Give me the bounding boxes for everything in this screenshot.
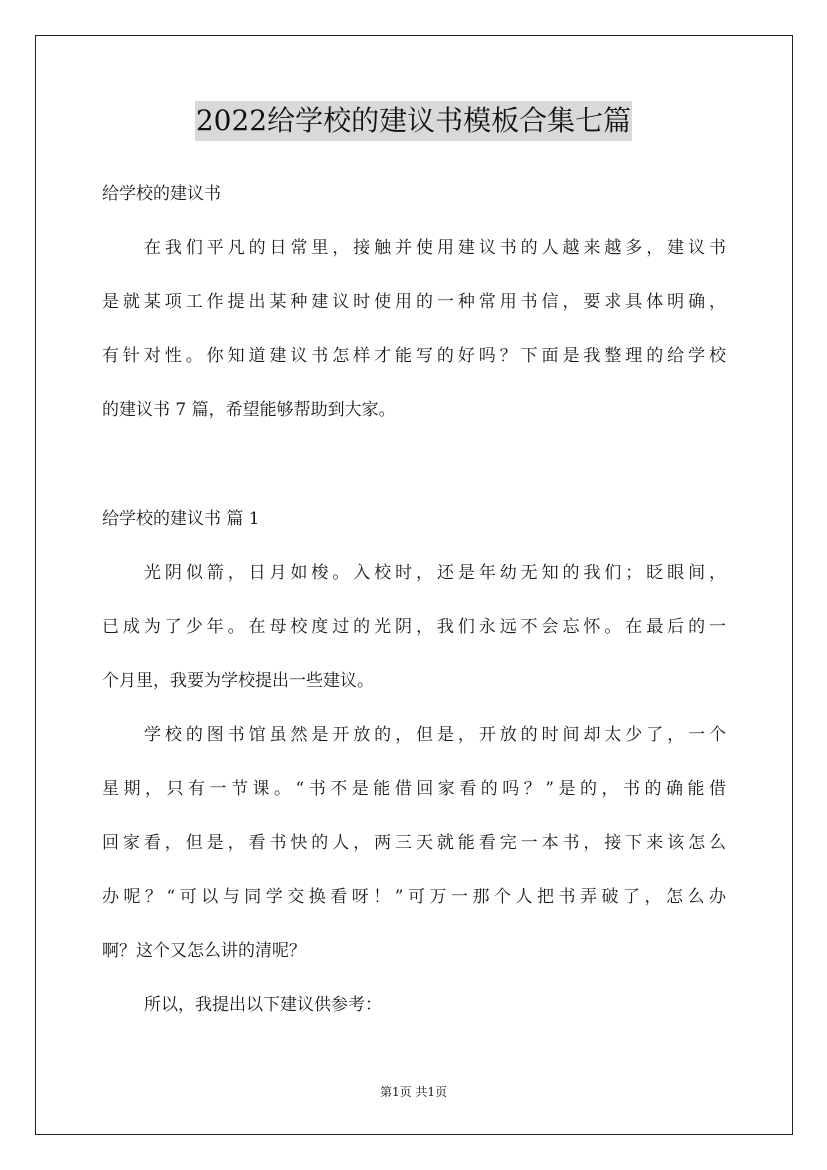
intro-line-3: 有针对性。你知道建议书怎样才能写的好吗？下面是我整理的给学校 <box>102 346 726 366</box>
para2-line-5: 啊？这个又怎么讲的清呢？ <box>102 941 306 961</box>
para1-line-3: 个月里，我要为学校提出一些建议。 <box>102 671 374 691</box>
intro-line-1: 在我们平凡的日常里，接触并使用建议书的人越来越多，建议书 <box>144 238 726 258</box>
intro-heading: 给学校的建议书 <box>102 184 221 204</box>
document-title: 2022给学校的建议书模板合集七篇 <box>195 101 632 141</box>
para2-line-3: 回家看，但是，看书快的人，两三天就能看完一本书，接下来该怎么 <box>102 833 726 853</box>
section-heading: 给学校的建议书 篇 1 <box>102 509 260 529</box>
para1-line-2: 已成为了少年。在母校度过的光阴，我们永远不会忘怀。在最后的一 <box>102 617 726 637</box>
intro-line-4: 的建议书 7 篇，希望能够帮助到大家。 <box>102 400 396 420</box>
para2-line-1: 学校的图书馆虽然是开放的，但是，开放的时间却太少了，一个 <box>144 725 726 745</box>
intro-line-2: 是就某项工作提出某种建议时使用的一种常用书信，要求具体明确， <box>102 292 726 312</box>
page-number-footer: 第1页 共1页 <box>379 1085 448 1099</box>
para2-line-2: 星期，只有一节课。“书不是能借回家看的吗？”是的，书的确能借 <box>102 779 726 799</box>
para2-line-4: 办呢？“可以与同学交换看呀！”可万一那个人把书弄破了，怎么办 <box>102 887 726 907</box>
para1-line-1: 光阴似箭，日月如梭。入校时，还是年幼无知的我们；眨眼间， <box>144 563 726 583</box>
title-container <box>0 101 827 141</box>
para3-line-1: 所以，我提出以下建议供参考： <box>144 995 382 1015</box>
